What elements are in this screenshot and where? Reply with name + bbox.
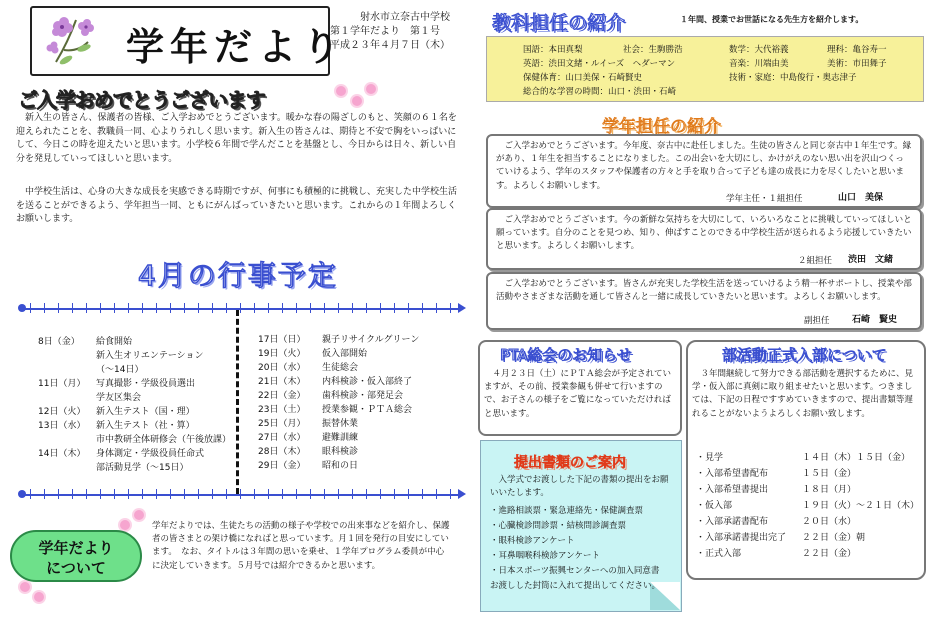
pta-text: ４月２３日（土）にＰＴＡ総会が予定されていますが、その前、授業参観も併せて行いますので、お子さんの様子をご覧になっていただければと思います。 (484, 369, 672, 419)
teacher-name: 渋田 文緒 (848, 255, 894, 265)
club-heading: 部活動正式入部について (722, 346, 887, 364)
timeline-tick (240, 489, 241, 499)
event-row: 部活動見学（～15日） (96, 463, 189, 473)
subject-entry: 音楽：川端由美 (729, 59, 789, 69)
timeline-tick (30, 489, 31, 499)
timeline-tick (352, 303, 353, 313)
blossom-decoration (134, 510, 144, 520)
timeline-tick (310, 489, 311, 499)
timeline-tick (338, 489, 339, 499)
club-schedule-row: ・入部承諾書提出完了 ２２日（金）朝 (696, 533, 866, 543)
timeline-tick (156, 489, 157, 499)
timeline-tick (58, 489, 59, 499)
club-text: ３年間継続して努力できる部活動を選択するために、見学・仮入部に真剣に取り組ませたいと思います。つきましては、下記の日程ですすめていきますので、提出書類等遅れることがないようよろしくお願い致します。 (692, 369, 914, 419)
event-row: 19日（火） 仮入部開始 (258, 349, 368, 359)
document-item: ・心臓検診問診票・結核問診調査票 (490, 521, 627, 531)
teacher-role: ２組担任 (798, 256, 833, 266)
timeline-tick (128, 489, 129, 499)
blossom-decoration (336, 86, 346, 96)
teacher-role: 副担任 (804, 316, 830, 326)
timeline-tick (170, 303, 171, 313)
event-row: （～14日） (96, 365, 144, 375)
teacher-message-box (486, 134, 922, 208)
timeline-tick (142, 489, 143, 499)
timeline-tick (254, 303, 255, 313)
events-heading: 4月の行事予定 (138, 259, 338, 292)
club-schedule-row: ・正式入部 ２２日（金） (696, 549, 857, 559)
timeline-tick (240, 303, 241, 313)
grade-teachers-heading: 学年担任の紹介 (602, 117, 721, 137)
subject-entry: 理科：亀谷寿一 (827, 45, 887, 55)
timeline-tick (268, 489, 269, 499)
pta-heading: PTA総会のお知らせ (500, 346, 632, 364)
timeline-tick (198, 303, 199, 313)
event-row: 28日（木） 眼科検診 (258, 447, 359, 457)
event-row: 新入生オリエンテーション (96, 351, 204, 361)
timeline-tick (366, 489, 367, 499)
timeline-tick (212, 489, 213, 499)
blossom-decoration (120, 520, 130, 530)
timeline-ticks (30, 489, 454, 499)
timeline-tick (86, 303, 87, 313)
timeline-tick (296, 303, 297, 313)
document-item: ・日本スポーツ振興センターへの加入同意書 (490, 566, 660, 576)
timeline-tick (366, 303, 367, 313)
event-row: 17日（日） 親子リサイクルグリーン (258, 335, 420, 345)
timeline-tick (380, 303, 381, 313)
documents-footer: お渡しした封筒に入れて提出してください。 (490, 581, 661, 591)
timeline-tick (408, 303, 409, 313)
teacher-message: ご入学おめでとうございます。皆さんが充実した学校生活を送っていけるよう精一杯サポートし、授業や部活動やさまざまな活動を通して皆さんと一緒に成長していきたいと思います。よろしくお願いします。 (496, 279, 912, 303)
teacher-name: 山口 美保 (838, 193, 884, 203)
event-row: 市中教研全体研修会（午後放課） (96, 435, 232, 445)
timeline-tick (226, 489, 227, 499)
subject-teachers-heading: 教科担任の紹介 (492, 12, 626, 34)
club-schedule-row: ・仮入部 １９日（火）～２１日（木） (696, 501, 920, 511)
timeline-tick (436, 489, 437, 499)
timeline-tick (394, 303, 395, 313)
cherry-blossom-icon (38, 12, 104, 68)
teacher-message-box (486, 272, 922, 330)
subject-entry: 保健体育：山口美保・石崎賢史 (523, 73, 643, 83)
timeline-tick (352, 489, 353, 499)
event-row: 22日（金） 歯科検診・部発足会 (258, 391, 404, 401)
timeline-tick (44, 489, 45, 499)
event-row: 25日（月） 振替休業 (258, 419, 359, 429)
school-name: 射水市立奈古中学校 (360, 12, 450, 23)
about-heading-line2: について (46, 559, 106, 577)
subject-entry: 技術・家庭：中島俊行・奥志津子 (729, 73, 857, 83)
event-row: 11日（月） 写真撮影・学級役員選出 (38, 379, 196, 389)
about-text: 学年だよりでは、生徒たちの活動の様子や学校での出来事などを紹介し、保護者の皆さまとの架け橋になればと思っています。月１回を発行の目安にしています。 なお、タイトルは３年間の思いを乗せ、１学年プログラム委員が中心に決定していきます。５月号では紹介できるかと思います。 (152, 521, 450, 571)
timeline-tick (100, 489, 101, 499)
timeline-tick (30, 303, 31, 313)
teacher-role: 学年主任・１組担任 (726, 194, 803, 204)
teacher-message: ご入学おめでとうございます。今年度、奈古中に赴任しました。生徒の皆さんと同じ奈古中１年生です。縁があり、１年生を担当することになりました。この出会いを大切にし、かけがえのない思い出を沢山つくっていけるよう、学年のスタッフや保護者の方々と手を取り合って子ども達の成長に力を尽くしたいと思います。よろしくお願いします。 (496, 141, 912, 191)
about-heading-badge (10, 530, 142, 582)
documents-heading: 提出書類のご案内 (514, 455, 626, 471)
timeline-tick (226, 303, 227, 313)
event-row: 学友区集会 (96, 393, 142, 403)
subject-entry: 国語：本田真梨 (523, 45, 583, 55)
timeline-tick (310, 303, 311, 313)
document-item: ・進路相談票・緊急連絡先・保健調査票 (490, 506, 644, 516)
newsletter-title: 学年だより (126, 24, 347, 69)
timeline-tick (86, 489, 87, 499)
subject-entry: 数学：大代裕義 (729, 45, 789, 55)
subject-entry: 美術：市田舞子 (827, 59, 887, 69)
timeline-tick (338, 303, 339, 313)
timeline-tick (324, 303, 325, 313)
welcome-heading: ご入学おめでとうございます (18, 88, 265, 112)
event-row: 21日（木） 内科検診・仮入部終了 (258, 377, 413, 387)
teacher-message: ご入学おめでとうございます。今の新鮮な気持ちを大切にして、いろいろなことに挑戦していってほしいと願っています。自分のことを見つめ、知り、伸ばすことのできる中学校生活が送られるよう応援していきたいと思います。よろしくお願いします。 (496, 215, 912, 252)
timeline-tick (100, 303, 101, 313)
timeline-tick (156, 303, 157, 313)
timeline-tick (450, 489, 451, 499)
club-schedule-row: ・入部承諾書配布 ２０日（水） (696, 517, 857, 527)
document-item: ・眼科検診アンケート (490, 536, 575, 546)
timeline-tick (128, 303, 129, 313)
timeline-tick (114, 303, 115, 313)
timeline-tick (72, 489, 73, 499)
event-row: 12日（火） 新入生テスト（国・理） (38, 407, 195, 417)
documents-intro: 入学式でお渡しした下記の書類の提出をお願いいたします。 (490, 475, 669, 499)
timeline-tick (380, 489, 381, 499)
blossom-decoration (20, 582, 30, 592)
event-row: 27日（水） 避難訓練 (258, 433, 359, 443)
timeline-tick (450, 303, 451, 313)
timeline-tick (324, 489, 325, 499)
event-row: 20日（水） 生徒総会 (258, 363, 359, 373)
document-item: ・耳鼻咽喉科検診アンケート (490, 551, 600, 561)
timeline-tick (282, 303, 283, 313)
club-schedule-row: ・入部希望書提出 １８日（月） (696, 485, 857, 495)
timeline-tick (282, 489, 283, 499)
issue-date: 平成２３年４月７日（木） (330, 40, 450, 51)
timeline-tick (422, 489, 423, 499)
timeline-tick (184, 489, 185, 499)
event-row: 23日（土） 授業参観・ＰＴＡ総会 (258, 405, 413, 415)
timeline-tick (436, 303, 437, 313)
timeline-tick (58, 303, 59, 313)
timeline-tick (296, 489, 297, 499)
timeline-tick (198, 489, 199, 499)
blossom-decoration (352, 96, 362, 106)
timeline-tick (114, 489, 115, 499)
timeline-tick (422, 303, 423, 313)
teacher-name: 石崎 賢史 (852, 315, 898, 325)
event-row: 29日（金） 昭和の日 (258, 461, 359, 471)
timeline-tick (408, 489, 409, 499)
event-row: 14日（木） 身体測定・学級役員任命式 (38, 449, 205, 459)
timeline-tick (170, 489, 171, 499)
club-schedule-row: ・入部希望書配布 １５日（金） (696, 469, 857, 479)
welcome-paragraph-2: 中学校生活は、心身の大きな成長を実感できる時期ですが、何事にも積極的に挑戦し、充実した中学校生活を送ることができるよう、学年担当一同、ともにがんばっていきたいと思います。これからの１年間よろしくお願いします。 (16, 187, 458, 224)
timeline-tick (72, 303, 73, 313)
timeline-tick (44, 303, 45, 313)
timeline-tick (254, 489, 255, 499)
blossom-decoration (366, 84, 376, 94)
subject-entry: 英語：渋田文緒・ルイーズ ヘダーマン (523, 59, 676, 69)
event-row: 13日（水） 新入生テスト（社・算） (38, 421, 195, 431)
timeline-tick (142, 303, 143, 313)
subject-teachers-box (486, 36, 924, 102)
club-schedule-row: ・見学 １４日（木）１５日（金） (696, 453, 911, 463)
timeline-ticks (30, 303, 454, 313)
timeline-tick (184, 303, 185, 313)
subject-entry: 総合的な学習の時間：山口・渋田・石崎 (523, 87, 677, 97)
welcome-paragraph-1: 新入生の皆さん、保護者の皆様、ご入学おめでとうございます。暖かな春の陽ざしのもと、笑顔の６１名を迎えられたことを、教職員一同、心よりうれしく思います。新入生の皆さんは、期待と不安で胸をいっぱいにして、今日この時を迎えたいと思います。小学校６年間で学んだことを基盤とし、今日からは日々、新しい自分を発見していってほしいと思います。 (16, 113, 457, 164)
subject-entry: 社会：生駒勝浩 (623, 45, 683, 55)
blossom-decoration (34, 592, 44, 602)
teacher-message-box (486, 208, 922, 270)
events-divider (236, 310, 239, 494)
about-heading-line1: 学年だより (38, 539, 114, 557)
timeline-tick (394, 489, 395, 499)
subject-teachers-note: １年間、授業でお世話になる先生方を紹介します。 (680, 15, 864, 24)
timeline-tick (268, 303, 269, 313)
issue-number: 第１学年だより 第１号 (330, 26, 440, 37)
event-row: 8日（金） 給食開始 (38, 337, 133, 347)
timeline-tick (212, 303, 213, 313)
